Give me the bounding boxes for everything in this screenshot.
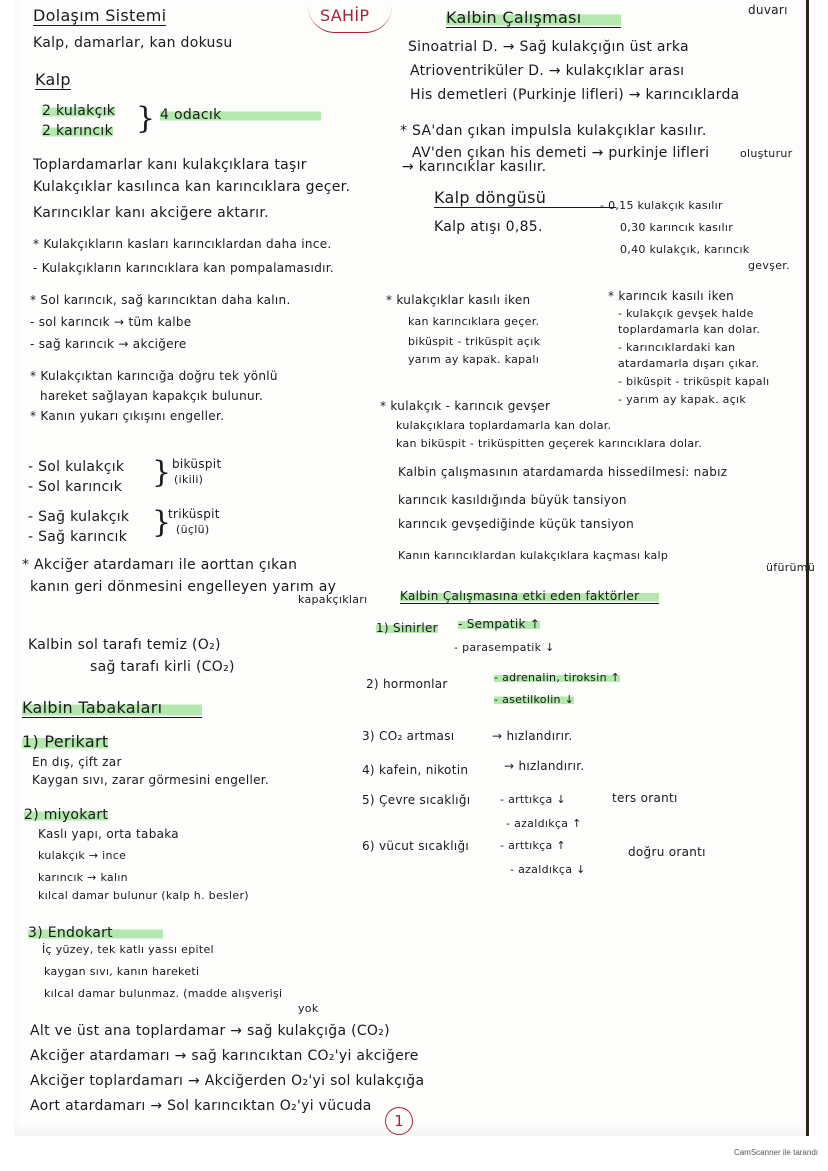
vessel-line: Akciğer toplardamarı → Akciğerden O₂'yi sol kulakçığa xyxy=(30,1073,425,1089)
scanner-footer: CamScanner ile tarandı xyxy=(733,1148,818,1157)
relax-line: * kulakçık - karıncık gevşer xyxy=(380,399,551,413)
layer-line: kulakçık → ince xyxy=(38,849,127,862)
chamber-total: 4 odacık xyxy=(160,108,321,122)
section-work-title: Kalbin Çalışması xyxy=(446,10,621,28)
brace-icon: } xyxy=(152,505,172,540)
vessel-line: Akciğer atardamarı → sağ karıncıktan CO₂'yi akciğere xyxy=(30,1048,419,1064)
layer-line: yok xyxy=(298,1002,319,1015)
valve-alias: (ikili) xyxy=(174,473,204,486)
factor-item: - asetilkolin ↓ xyxy=(494,693,575,706)
factor-item: - arttıkça ↑ xyxy=(500,839,566,852)
valve-name: biküspit xyxy=(172,457,222,471)
relax-line: kan biküspit - triküspitten geçerek karıncıklara dolar. xyxy=(396,437,702,450)
node-line: Atrioventriküler D. → kulakçıklar arası xyxy=(410,63,685,79)
layer-line: İç yüzey, tek katlı yassı epitel xyxy=(42,943,214,956)
brace-icon: } xyxy=(136,101,156,136)
factor-note: doğru orantı xyxy=(628,845,706,859)
atria-contract-line: biküspit - triküspit açık xyxy=(408,335,541,348)
atria-contract-line: yarım ay kapak. kapalı xyxy=(408,353,540,366)
impulse-line: AV'den çıkan his demeti → purkinje lifleri xyxy=(412,145,710,161)
impulse-line: → karıncıklar kasılır. xyxy=(402,159,547,175)
heart-side-left: Kalbin sol tarafı temiz (O₂) xyxy=(28,637,221,653)
factor-item: → hızlandırır. xyxy=(504,759,585,773)
ventricle-contract-title: * karıncık kasılı iken xyxy=(608,289,735,303)
valve-name: triküspit xyxy=(168,507,220,521)
note-line: - sağ karıncık → akciğere xyxy=(30,337,187,351)
subtitle: Kalp, damarlar, kan dokusu xyxy=(33,35,233,51)
pulse-line: Kalbin çalışmasının atardamarda hissedilmesi: nabız xyxy=(398,465,728,479)
node-line: Sinoatrial D. → Sağ kulakçığın üst arka xyxy=(408,39,689,55)
factor-item: - parasempatik ↓ xyxy=(454,641,555,654)
node-extra: duvarı xyxy=(748,3,788,17)
note-line: * Akciğer atardamarı ile aorttan çıkan xyxy=(22,557,298,573)
atria-contract-title: * kulakçıklar kasılı iken xyxy=(386,293,531,307)
note-line: * Kulakçıkların kasları karıncıklardan daha ince. xyxy=(33,237,332,251)
cycle-step: 0,40 kulakçık, karıncık xyxy=(620,243,750,256)
layer-name: 3) Endokart xyxy=(28,926,163,940)
page-title: Dolaşım Sistemi xyxy=(33,6,167,25)
cycle-label: Kalp atışı 0,85. xyxy=(434,219,543,235)
layer-line: Kaslı yapı, orta tabaka xyxy=(38,827,179,841)
layer-line: kılcal damar bulunmaz. (madde alışverişi xyxy=(44,987,283,1000)
factor-label: 3) CO₂ artması xyxy=(362,729,455,743)
cycle-step: 0,30 karıncık kasılır xyxy=(620,221,734,234)
note-line: * Sol karıncık, sağ karıncıktan daha kalın. xyxy=(30,293,291,307)
valve-side: - Sol karıncık xyxy=(28,479,123,495)
factor-item: - arttıkça ↓ xyxy=(500,793,566,806)
factor-label: 2) hormonlar xyxy=(366,677,448,691)
note-line: * Kulakçıktan karıncığa doğru tek yönlü xyxy=(30,369,278,383)
layer-line: karıncık → kalın xyxy=(38,871,128,884)
brace-icon: } xyxy=(152,455,172,490)
page-number: 1 xyxy=(385,1107,413,1135)
layer-line: kılcal damar bulunur (kalp h. besler) xyxy=(38,889,249,902)
pulse-line: karıncık kasıldığında büyük tansiyon xyxy=(398,493,627,507)
layer-line: Kaygan sıvı, zarar görmesini engeller. xyxy=(32,773,270,787)
factor-note: ters orantı xyxy=(612,791,678,805)
valve-alias: (üçlü) xyxy=(176,523,210,536)
note-line: hareket sağlayan kapakçık bulunur. xyxy=(40,389,264,403)
cycle-step: - 0,15 kulakçık kasılır xyxy=(600,199,723,212)
pulse-line: karıncık gevşediğinde küçük tansiyon xyxy=(398,517,634,531)
note-line: - sol karıncık → tüm kalbe xyxy=(30,315,192,329)
ventricle-contract-line: atardamarla dışarı çıkar. xyxy=(618,357,760,370)
section-layers-title: Kalbin Tabakaları xyxy=(22,700,202,718)
note-line: kapakçıkları xyxy=(298,593,368,606)
valve-side: - Sağ kulakçık xyxy=(28,509,130,525)
section-cycle-title: Kalp döngüsü xyxy=(434,190,616,208)
vessel-line: Aort atardamarı → Sol karıncıktan O₂'yi vücuda xyxy=(30,1098,372,1114)
factor-item: → hızlandırır. xyxy=(492,729,573,743)
relax-line: kulakçıklara toplardamarla kan dolar. xyxy=(396,419,612,432)
section-factors-title: Kalbin Çalışmasına etki eden faktörler xyxy=(400,590,659,604)
valve-side: - Sol kulakçık xyxy=(28,459,125,475)
layer-line: kaygan sıvı, kanın hareketi xyxy=(44,965,200,978)
ventricle-contract-line: - karıncıklardaki kan xyxy=(618,341,736,354)
chamber-ventricles: 2 karıncık xyxy=(42,123,114,139)
factor-label: 1) Sinirler xyxy=(376,621,438,635)
factor-item: - azaldıkça ↓ xyxy=(510,863,586,876)
factor-item: - Sempatik ↑ xyxy=(458,617,541,631)
heart-side-right: sağ tarafı kirli (CO₂) xyxy=(90,659,235,675)
valve-side: - Sağ karıncık xyxy=(28,529,128,545)
flow-line: Toplardamarlar kanı kulakçıklara taşır xyxy=(33,157,307,173)
node-line: His demetleri (Purkinje lifleri) → karıncıklarda xyxy=(410,87,740,103)
chamber-atria: 2 kulakçık xyxy=(42,103,116,119)
vessel-line: Alt ve üst ana toplardamar → sağ kulakçığa (CO₂) xyxy=(30,1023,390,1039)
layer-name: 2) miyokart xyxy=(24,807,109,823)
flow-line: Kulakçıklar kasılınca kan karıncıklara geçer. xyxy=(33,179,351,195)
flow-line: Karıncıklar kanı akciğere aktarır. xyxy=(33,205,269,221)
factor-label: 4) kafein, nikotin xyxy=(362,763,469,777)
cycle-step: gevşer. xyxy=(748,259,790,272)
pulse-line: Kanın karıncıklardan kulakçıklara kaçması kalp xyxy=(398,549,669,562)
factor-label: 6) vücut sıcaklığı xyxy=(362,839,470,853)
impulse-line: * SA'dan çıkan impulsla kulakçıklar kasılır. xyxy=(400,123,707,139)
factor-label: 5) Çevre sıcaklığı xyxy=(362,793,471,807)
ventricle-contract-line: - yarım ay kapak. açık xyxy=(618,393,747,406)
ventricle-contract-line: toplardamarla kan dolar. xyxy=(618,323,761,336)
note-line: - Kulakçıkların karıncıklara kan pompalamasıdır. xyxy=(33,261,334,275)
factor-item: - adrenalin, tiroksin ↑ xyxy=(494,671,621,684)
ventricle-contract-line: - kulakçık gevşek halde xyxy=(618,307,754,320)
factor-item: - azaldıkça ↑ xyxy=(506,817,582,830)
ventricle-contract-line: - biküspit - triküspit kapalı xyxy=(618,375,770,388)
impulse-extra: oluşturur xyxy=(740,147,793,160)
note-line: kanın geri dönmesini engelleyen yarım ay xyxy=(30,579,337,595)
section-kalp-title: Kalp xyxy=(35,70,71,89)
owner-stamp: SAHİP xyxy=(320,6,370,25)
layer-line: En dış, çift zar xyxy=(32,755,122,769)
note-line: * Kanın yukarı çıkışını engeller. xyxy=(30,409,225,423)
layer-name: 1) Perikart xyxy=(22,732,109,751)
atria-contract-line: kan karıncıklara geçer. xyxy=(408,315,540,328)
pulse-extra: üfürümü xyxy=(766,561,816,574)
